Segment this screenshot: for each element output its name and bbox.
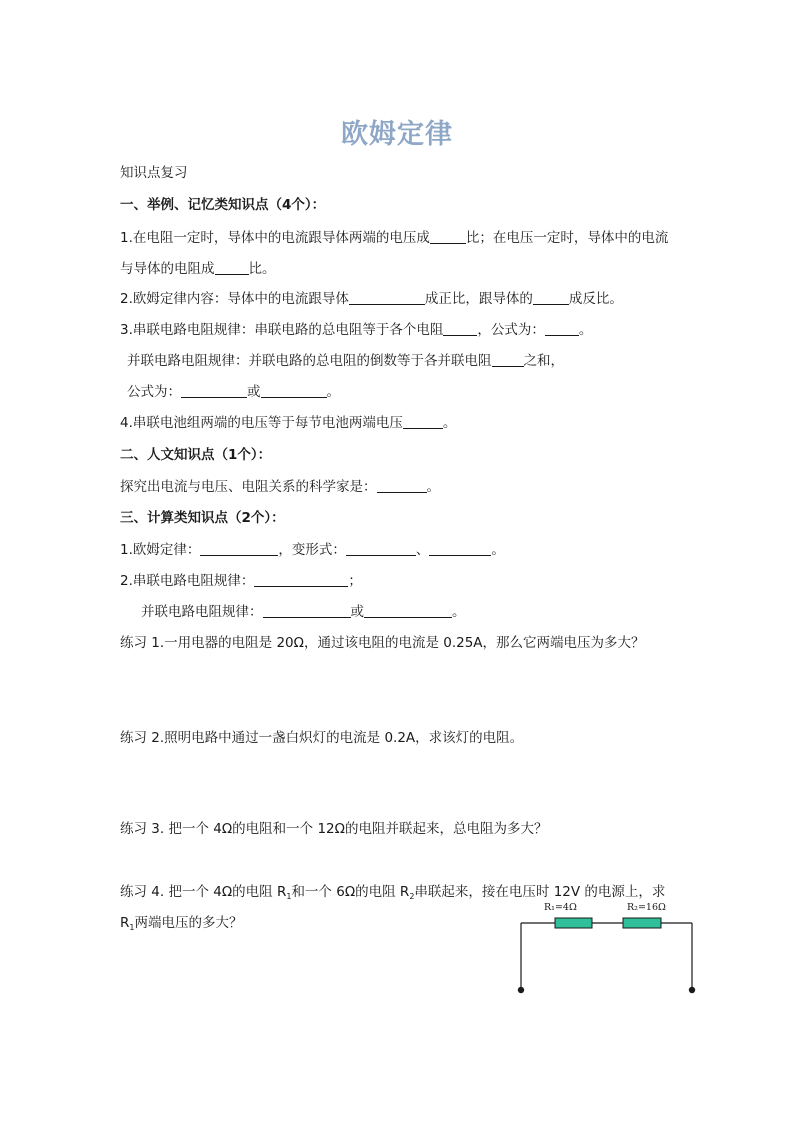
text: ，变形式： [278, 542, 346, 558]
answer-blank[interactable] [215, 261, 249, 275]
text: 。 [442, 415, 457, 431]
sec1-q3-parallel [127, 352, 564, 370]
text: 3.串联电路电阻规律：串联电路的总电阻等于各个电阻 [120, 322, 444, 338]
sec3-q2 [120, 572, 362, 590]
answer-blank[interactable] [430, 230, 466, 244]
answer-blank[interactable] [254, 573, 348, 587]
text: 并联电路电阻规律： [141, 604, 263, 620]
terminal-right [689, 987, 695, 993]
text: ； [348, 573, 362, 589]
sec1-q3-formula [127, 383, 340, 401]
text: 之和， [523, 353, 564, 369]
resistor-r2 [623, 918, 661, 928]
text: 和一个 6Ω的电阻 R [291, 884, 410, 900]
answer-blank[interactable] [346, 542, 416, 556]
r1-label: R₁=4Ω [544, 902, 577, 913]
text: 比。 [248, 261, 276, 277]
sec1-q4 [120, 414, 456, 432]
exercise-4-line2 [120, 914, 242, 932]
section-1-heading: 一、举例、记忆类知识点（4个）： [120, 197, 326, 213]
answer-blank[interactable] [545, 322, 579, 336]
text: 并联电路电阻规律：并联电路的总电阻的倒数等于各并联电阻 [127, 353, 492, 369]
text: 或 [350, 604, 364, 620]
text: 。 [491, 542, 505, 558]
text: 4.串联电池组两端的电压等于每节电池两端电压 [120, 415, 403, 431]
answer-blank[interactable] [403, 415, 443, 429]
exercise-2: 练习 2.照明电路中通过一盏白炽灯的电流是 0.2A，求该灯的电阻。 [120, 730, 524, 746]
section-2-heading: 二、人文知识点（1个）： [120, 447, 272, 463]
answer-blank[interactable] [364, 604, 452, 618]
text: 。 [426, 479, 440, 495]
subscript: 1 [129, 923, 135, 932]
text: 1.在电阻一定时，导体中的电流跟导体两端的电压成 [120, 230, 430, 246]
text: ，公式为： [477, 322, 545, 338]
page-title: 欧姆定律 [341, 119, 453, 150]
answer-blank[interactable] [492, 353, 524, 367]
answer-blank[interactable] [377, 479, 427, 493]
answer-blank[interactable] [429, 542, 491, 556]
series-circuit-diagram [510, 893, 710, 999]
answer-blank[interactable] [200, 542, 278, 556]
text: 串联起来，接在电压时 12V 的电源上，求 [414, 884, 666, 900]
text: 比；在电压一定时，导体中的电流 [465, 230, 669, 246]
resistor-r1 [555, 918, 592, 928]
text: R [120, 915, 130, 931]
answer-blank[interactable] [263, 604, 351, 618]
text: 成反比。 [568, 291, 623, 307]
text: 探究出电流与电压、电阻关系的科学家是： [120, 479, 377, 495]
sec1-q3 [120, 321, 592, 339]
exercise-1: 练习 1.一用电器的电阻是 20Ω，通过该电阻的电流是 0.25A，那么它两端电压为多大？ [120, 635, 645, 651]
subscript: 1 [286, 892, 292, 901]
sec3-q2-parallel [141, 603, 466, 621]
exercise-3: 练习 3. 把一个 4Ω的电阻和一个 12Ω的电阻并联起来，总电阻为多大？ [120, 821, 548, 837]
text: 。 [578, 322, 593, 338]
sec2-q1 [120, 478, 440, 496]
text: 1.欧姆定律： [120, 542, 201, 558]
sec1-q2 [120, 290, 623, 308]
text: 2.串联电路电阻规律： [120, 573, 255, 589]
terminal-left [518, 987, 524, 993]
sec1-q1-line2 [120, 260, 276, 278]
text: 。 [452, 604, 466, 620]
answer-blank[interactable] [181, 384, 247, 398]
text: 、 [415, 542, 430, 558]
text: 或 [247, 384, 261, 400]
subscript: 2 [409, 892, 415, 901]
text: 两端电压的多大？ [134, 915, 243, 931]
answer-blank[interactable] [349, 291, 425, 305]
review-heading: 知识点复习 [120, 165, 188, 181]
text: 成正比，跟导体的 [424, 291, 533, 307]
text: 公式为： [127, 384, 181, 400]
answer-blank[interactable] [261, 384, 327, 398]
answer-blank[interactable] [533, 291, 569, 305]
sec1-q1-line1 [120, 229, 668, 247]
answer-blank[interactable] [443, 322, 477, 336]
text: 2.欧姆定律内容：导体中的电流跟导体 [120, 291, 349, 307]
r2-label: R₂=16Ω [627, 902, 666, 913]
section-3-heading: 三、计算类知识点（2个）： [120, 510, 285, 526]
text: 与导体的电阻成 [120, 261, 215, 277]
sec3-q1 [120, 541, 505, 559]
text: 练习 4. 把一个 4Ω的电阻 R [120, 884, 287, 900]
text: 。 [326, 384, 340, 400]
